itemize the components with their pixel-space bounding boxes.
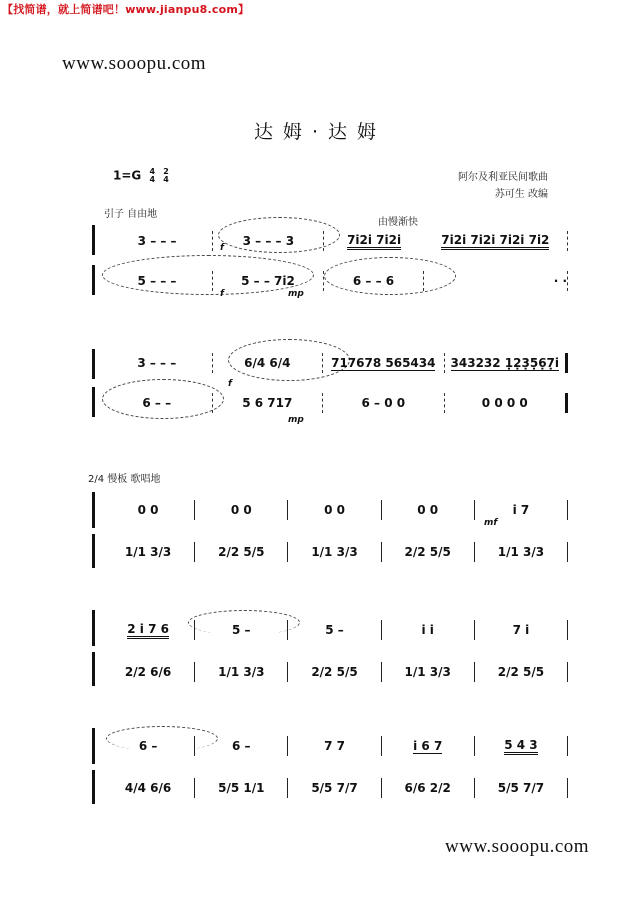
- measure: 5 – – 7i2: [213, 271, 324, 291]
- credit-origin: 阿尔及利亚民间歌曲: [458, 172, 548, 183]
- upper-staff: [102, 231, 568, 251]
- brace-lower: [92, 534, 95, 568]
- dynamic-marking: mf: [484, 518, 498, 528]
- measure: 5/5 7/7: [288, 778, 381, 798]
- measure: 6 – – 6: [324, 271, 424, 291]
- measure: 2 i 7 6: [102, 620, 195, 640]
- brace-upper: [92, 349, 95, 379]
- tempo-mark: 2/4 慢板 歌唱地: [88, 474, 161, 485]
- measure: i 6 7: [382, 736, 475, 756]
- measure: 2/2 6/6: [102, 662, 195, 682]
- measure: · ·: [424, 271, 568, 291]
- watermark-bottom: www.sooopu.com: [445, 836, 590, 857]
- measure: 0 0 0 0: [445, 393, 568, 413]
- measure: 5 6 717: [213, 393, 324, 413]
- measure: 6 –: [195, 736, 288, 756]
- measure: 6 – –: [102, 393, 213, 413]
- measure: 2/2 5/5: [195, 542, 288, 562]
- dynamic-marking: f: [220, 243, 224, 253]
- measure: i 7: [475, 500, 568, 520]
- lower-staff: [102, 662, 568, 682]
- dynamic-marking: mp: [288, 289, 304, 299]
- measure: 4/4 6/6: [102, 778, 195, 798]
- measure: 3 – – –: [102, 353, 213, 373]
- measure: 6/4 6/4: [213, 353, 324, 373]
- measure: 343232 1̣2̣3̣5̣6̣7̣i: [445, 353, 568, 373]
- tempo-mark: 引子 自由地: [104, 209, 158, 220]
- dynamic-marking: f: [228, 379, 232, 389]
- measure: 5 –: [195, 620, 288, 640]
- brace-lower: [92, 387, 95, 417]
- dynamic-marking: f: [220, 289, 224, 299]
- measure: 7i2i 7i2i: [324, 231, 423, 251]
- lower-staff: [102, 542, 568, 562]
- measure: 0 0: [382, 500, 475, 520]
- measure: 7 7: [288, 736, 381, 756]
- lower-staff: [102, 271, 568, 291]
- measure: 0 0: [288, 500, 381, 520]
- score-system-3: [88, 470, 568, 570]
- brace-upper: [92, 225, 95, 255]
- lower-staff: [102, 393, 568, 413]
- dynamic-marking: mp: [288, 415, 304, 425]
- measure: 2/2 5/5: [288, 662, 381, 682]
- upper-staff: [102, 736, 568, 756]
- brace-lower: [92, 265, 95, 295]
- score-system-4: [88, 600, 568, 690]
- lower-staff: [102, 778, 568, 798]
- brace-upper: [92, 492, 95, 528]
- credit-arranger: 苏可生 改编: [494, 189, 548, 200]
- key-signature: [113, 168, 169, 184]
- brace-upper: [92, 728, 95, 764]
- upper-staff: [102, 620, 568, 640]
- brace-lower: [92, 770, 95, 804]
- measure: 5/5 1/1: [195, 778, 288, 798]
- key-label: 1=G: [113, 168, 142, 183]
- score-title: 达姆·达姆: [253, 121, 387, 143]
- measure: 1/1 3/3: [102, 542, 195, 562]
- measure: 1/1 3/3: [288, 542, 381, 562]
- measure: i i: [382, 620, 475, 640]
- tempo-mark: 由慢渐快: [378, 217, 418, 228]
- measure: 5 – – –: [102, 271, 213, 291]
- brace-lower: [92, 652, 95, 686]
- measure: 1/1 3/3: [195, 662, 288, 682]
- measure: 0 0: [102, 500, 195, 520]
- score-system-1: [88, 205, 568, 305]
- measure: 5/5 7/7: [475, 778, 568, 798]
- measure: 7i2i 7i2i 7i2i 7i2: [424, 231, 568, 251]
- measure: 5 4 3: [475, 736, 568, 756]
- measure: 717678 565434: [323, 353, 444, 373]
- score-system-2: [88, 335, 568, 425]
- brace-upper: [92, 610, 95, 646]
- measure: 1/1 3/3: [382, 662, 475, 682]
- time-signature-2: 2 4: [163, 167, 169, 184]
- score-system-5: [88, 720, 568, 810]
- upper-staff: [102, 353, 568, 373]
- measure: 6 –: [102, 736, 195, 756]
- measure: 3 – – – 3: [213, 231, 324, 251]
- measure: 1/1 3/3: [475, 542, 568, 562]
- measure: 6/6 2/2: [382, 778, 475, 798]
- measure: 3 – – –: [102, 231, 213, 251]
- site-banner: 【找简谱，就上简谱吧！www.jianpu8.com】: [2, 3, 250, 16]
- measure: 6 – 0 0: [323, 393, 444, 413]
- measure: 2/2 5/5: [475, 662, 568, 682]
- time-signature-1: 4 4: [149, 167, 156, 184]
- watermark-top: www.sooopu.com: [62, 53, 207, 74]
- measure: 0 0: [195, 500, 288, 520]
- measure: 2/2 5/5: [382, 542, 475, 562]
- upper-staff: [102, 500, 568, 520]
- measure: 5 –: [288, 620, 381, 640]
- measure: 7 i: [475, 620, 568, 640]
